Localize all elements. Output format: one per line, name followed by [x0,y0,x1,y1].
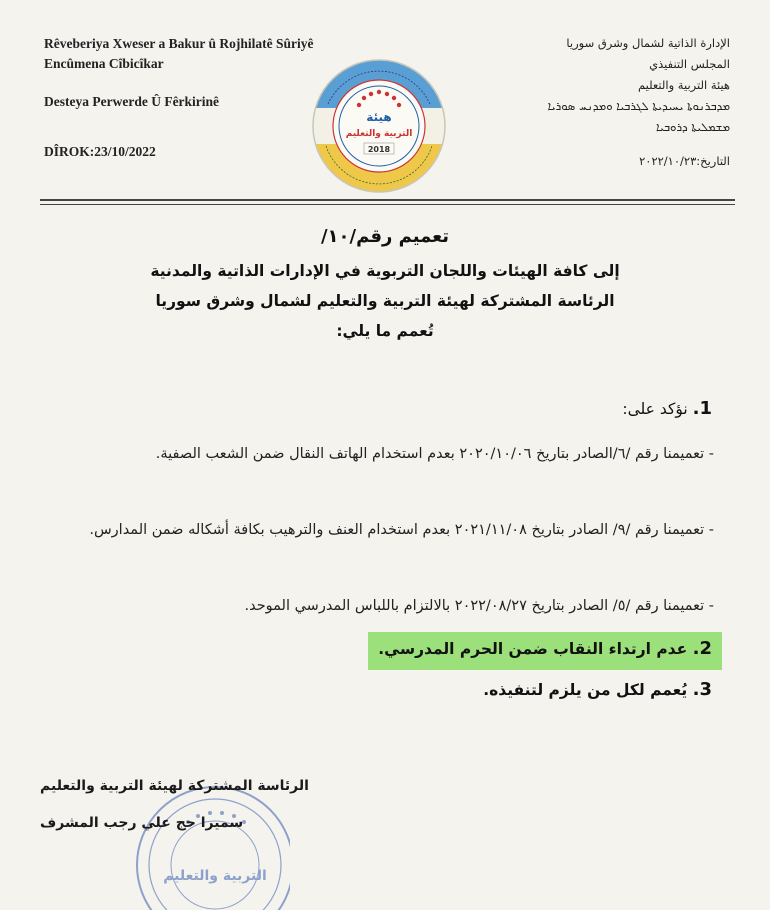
stamp-text: التربية والتعليم [163,868,267,884]
item-3-number: 3. [692,679,712,700]
item-1 [622,398,712,419]
header-kurdish-line2: Encûmena Cîbicîkar [44,56,164,71]
header-kurdish-date: DÎROK:23/10/2022 [44,144,156,159]
recipients-line: إلى كافة الهيئات واللجان التربوية في الإدارات الذاتية والمدنية [150,262,620,280]
item-3 [483,679,712,700]
emblem-arabic-word: هيئة [366,110,392,124]
header-divider [40,199,735,201]
header-arabic-line3: هيئة التربية والتعليم [637,78,730,92]
header-syriac-line2: ܡܫܡܠܝܬܐ ܕܪܘܒܝܐ [655,120,730,134]
signature-names: سميرا حج علي رجب المشرف [40,815,244,831]
header-kurdish-line1: Rêveberiya Xweser a Bakur û Rojhilatê Sûriyê [44,36,314,51]
header-kurdish-line3: Desteya Perwerde Û Fêrkirinê [44,94,220,109]
signature-title: الرئاسة المشتركة لهيئة التربية والتعليم [40,778,309,794]
circular-title: تعميم رقم/١٠/ [320,226,450,247]
bullet-2: - تعميمنا رقم /٩/ الصادر بتاريخ ٢٠٢١/١١/٠٨ بعدم استخدام العنف والترهيب بكافة أشكاله ضمن المدارس. [89,522,714,538]
issuer-line: الرئاسة المشتركة لهيئة التربية والتعليم لشمال وشرق سوريا [155,292,615,310]
item-3-text: يُعمم لكل من يلزم لتنفيذه. [483,681,693,699]
header-arabic [430,33,730,172]
item-2 [378,638,712,659]
emblem-year: 2018 [367,145,391,154]
bullet-1: - تعميمنا رقم /٦/الصادر بتاريخ ٢٠٢٠/١٠/٠٦ بعدم استخدام الهاتف النقال ضمن الشعب الصفية. [155,446,714,462]
header-syriac-line1: ܡܕܒܪܢܘܬܐ ܝܚܝܕܝܬܐ ܠܓܪܒܝܐ ܘܡܕܢܚ ܣܘܪܝܐ [547,99,730,113]
bullet-3: - تعميمنا رقم /٥/ الصادر بتاريخ ٢٠٢٢/٠٨/٢٧ بالالتزام باللباس المدرسي الموحد. [244,598,714,614]
header-divider-thin [40,204,735,205]
header-arabic-line1: الإدارة الذاتية لشمال وشرق سوريا [566,36,730,50]
circulates-line: تُعمم ما يلي: [336,322,434,340]
header-arabic-line2: المجلس التنفيذي [649,57,730,71]
item-2-text: عدم ارتداء النقاب ضمن الحرم المدرسي. [378,640,693,658]
item-1-number: 1. [692,398,712,419]
item-1-text: نؤكد على: [622,400,693,418]
emblem-arabic-name: التربية والتعليم [345,129,413,139]
header-arabic-date: التاريخ:٢٠٢٢/١٠/٢٣ [639,154,730,168]
education-authority-emblem-icon [304,56,454,196]
item-2-number: 2. [692,638,712,659]
